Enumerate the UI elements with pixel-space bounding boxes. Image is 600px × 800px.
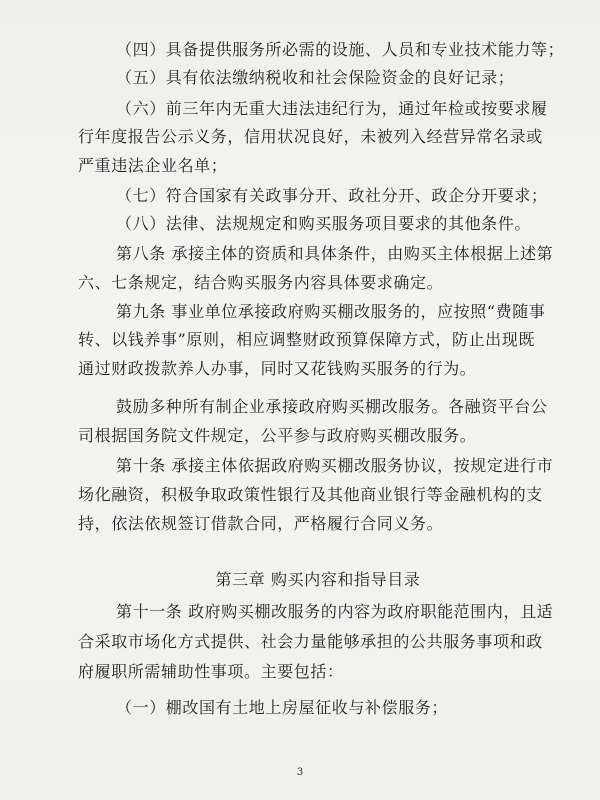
- article-9-line-1: 第九条 事业单位承接政府购买棚改服务的，应按照“费随事: [116, 302, 546, 321]
- article-10-line-3: 持，依法依规签订借款合同，严格履行合同义务。: [78, 514, 444, 533]
- article-9-line-2: 转、以钱养事”原则，相应调整财政预算保障方式，防止出现既: [78, 330, 535, 349]
- article-10-line-1: 第十条 承接主体依据政府购买棚改服务协议，按规定进行市: [116, 456, 554, 475]
- clause-item-6-line-2: 行年度报告公示义务，信用状况良好，未被列入经营异常名录或: [78, 127, 543, 146]
- encouragement-line-2: 司根据国务院文件规定，公平参与政府购买棚改服务。: [78, 426, 477, 445]
- article-8-line-2: 六、七条规定，结合购买服务内容具体要求确定。: [78, 273, 444, 292]
- article-11-item-1: （一）棚改国有土地上房屋征收与补偿服务；: [116, 698, 449, 717]
- article-11-line-1: 第十一条 政府购买棚改服务的内容为政府职能范围内，且适: [116, 602, 554, 621]
- article-11-line-2: 合采取市场化方式提供、社会力量能够承担的公共服务事项和政: [78, 632, 543, 651]
- chapter-heading: 第三章 购买内容和指导目录: [215, 570, 421, 589]
- encouragement-line-1: 鼓励多种所有制企业承接政府购买棚改服务。各融资平台公: [116, 397, 548, 416]
- clause-item-4: （四）具备提供服务所必需的设施、人员和专业技术能力等；: [116, 40, 565, 59]
- clause-item-8: （八）法律、法规规定和购买服务项目要求的其他条件。: [116, 214, 532, 233]
- article-10-line-2: 场化融资，积极争取政策性银行及其他商业银行等金融机构的支: [78, 485, 543, 504]
- clause-item-6-line-3: 严重违法企业名单；: [78, 156, 228, 175]
- clause-item-5: （五）具有依法缴纳税收和社会保险资金的良好记录；: [116, 68, 515, 87]
- article-8-line-1: 第八条 承接主体的资质和具体条件，由购买主体根据上述第: [116, 244, 554, 263]
- article-9-line-3: 通过财政拨款养人办事，同时又花钱购买服务的行为。: [78, 359, 477, 378]
- clause-item-7: （七）符合国家有关政事分开、政社分开、政企分开要求；: [116, 186, 548, 205]
- article-11-line-3: 府履职所需辅助性事项。主要包括：: [78, 662, 344, 681]
- page-number: 3: [296, 767, 304, 778]
- clause-item-6-line-1: （六）前三年内无重大违法违纪行为，通过年检或按要求履: [116, 99, 548, 118]
